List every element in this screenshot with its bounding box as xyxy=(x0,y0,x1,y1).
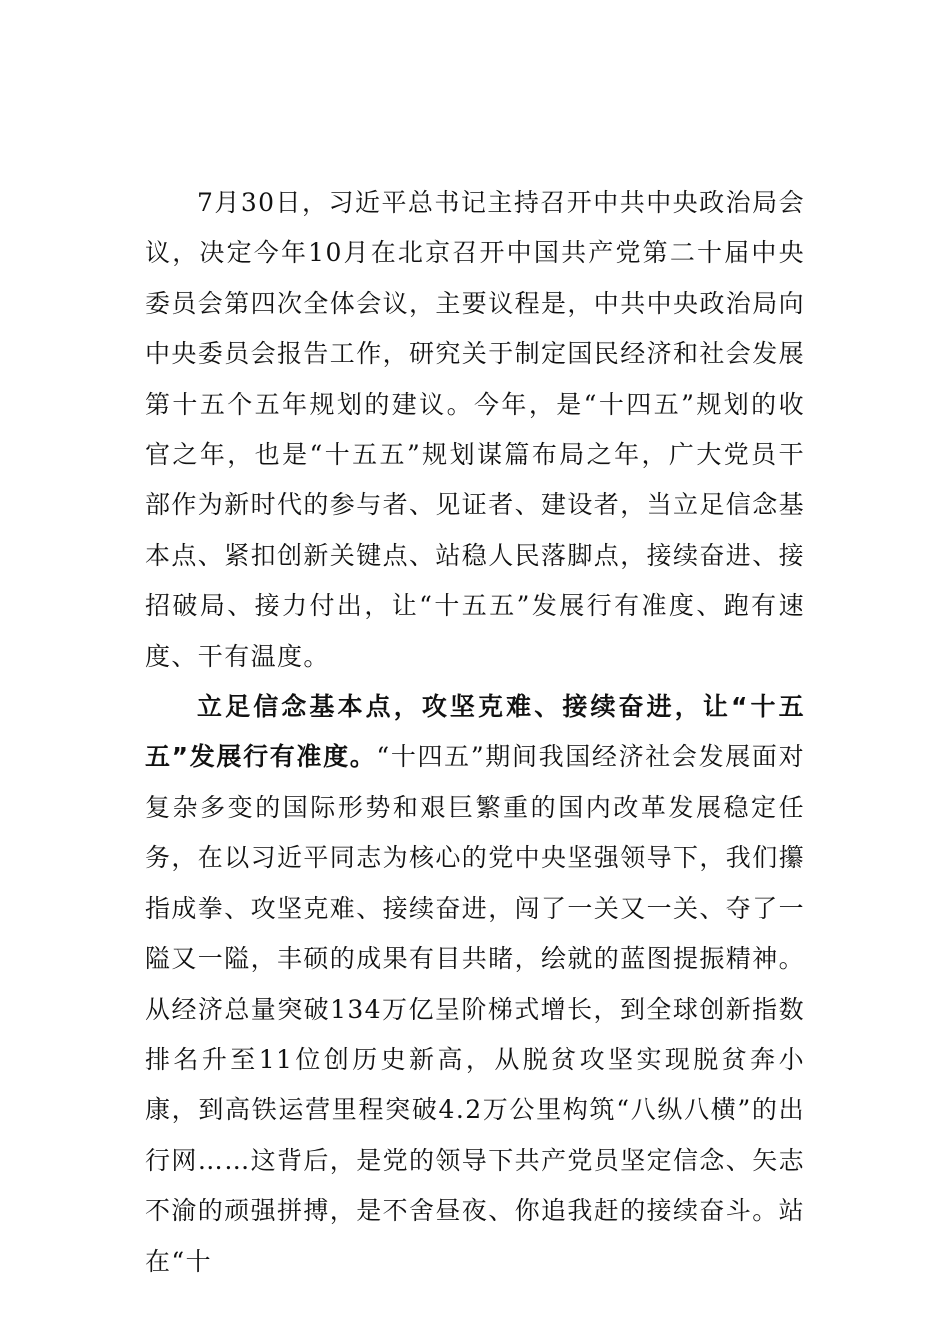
paragraph-section-one xyxy=(145,682,805,1287)
paragraph-intro xyxy=(145,178,805,682)
article-body xyxy=(145,178,805,1287)
section-one-heading: 立足信念基本点，攻坚克难、接续奋进，让“十五五”发展行有准度。 xyxy=(145,692,805,772)
paragraph-section-one-text: “十四五”期间我国经济社会发展面对复杂多变的国际形势和艰巨繁重的国内改革发展稳定任务，在以习近平同志为核心的党中央坚强领导下，我们攥指成拳、攻坚克难、接续奋进，闯了一关又一关、夺了一隘又一隘，丰硕的成果有目共睹，绘就的蓝图提振精神。从经济总量突破134万亿呈阶梯式增长，到全球创新指数排名升至11位创历史新高，从脱贫攻坚实现脱贫奔小康，到高铁运营里程突破4.2万公里构筑“八纵八横”的出行网……这背后，是党的领导下共产党员坚定信念、矢志不渝的顽强拼搏，是不舍昼夜、你追我赶的接续奋斗。站在“十 xyxy=(145,742,806,1276)
paragraph-intro-text: 7月30日，习近平总书记主持召开中共中央政治局会议，决定今年10月在北京召开中国共产党第二十届中央委员会第四次全体会议，主要议程是，中共中央政治局向中央委员会报告工作，研究关于制定国民经济和社会发展第十五个五年规划的建议。今年，是“十四五”规划的收官之年，也是“十五五”规划谋篇布局之年，广大党员干部作为新时代的参与者、见证者、建设者，当立足信念基本点、紧扣创新关键点、站稳人民落脚点，接续奋进、接招破局、接力付出，让“十五五”发展行有准度、跑有速度、干有温度。 xyxy=(145,188,806,671)
